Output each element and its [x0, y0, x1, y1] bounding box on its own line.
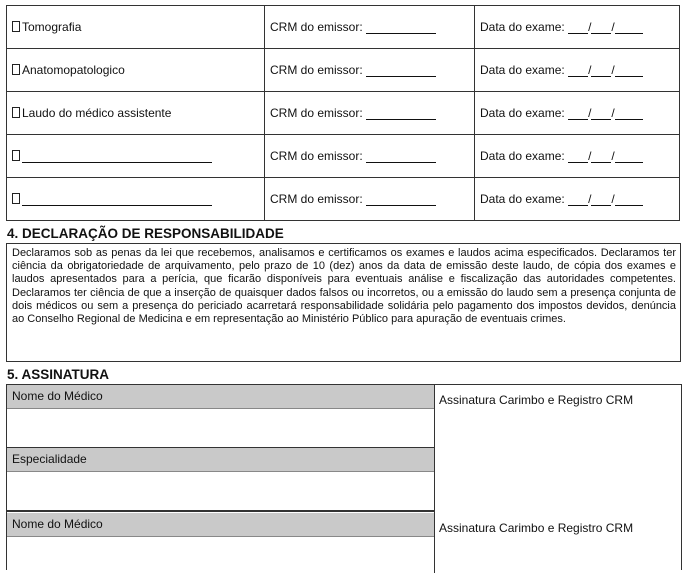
- signature-block: [7, 513, 681, 573]
- crm-field[interactable]: [366, 21, 436, 34]
- date-day-field[interactable]: [568, 107, 588, 120]
- exam-name-cell[interactable]: [7, 6, 265, 49]
- exam-name-cell[interactable]: [7, 92, 265, 135]
- exam-name-cell[interactable]: [7, 135, 265, 178]
- checkbox-icon[interactable]: [12, 193, 20, 204]
- date-cell[interactable]: Data do exame: / /: [475, 49, 680, 92]
- signature-stamp-cell[interactable]: [434, 513, 680, 573]
- signature-stamp-cell[interactable]: [434, 385, 680, 513]
- exam-name-cell[interactable]: [7, 49, 265, 92]
- crm-label: CRM do emissor:: [270, 192, 363, 206]
- exam-name-cell[interactable]: [7, 178, 265, 221]
- date-label: Data do exame:: [480, 63, 565, 77]
- table-row: [7, 178, 680, 221]
- exam-name: Tomografia: [22, 20, 82, 34]
- exam-name-field[interactable]: [22, 193, 212, 206]
- date-month-field[interactable]: [591, 150, 611, 163]
- crm-label: CRM do emissor:: [270, 63, 363, 77]
- date-year-field[interactable]: [615, 64, 643, 77]
- date-label: Data do exame:: [480, 149, 565, 163]
- doctor-name-field[interactable]: [7, 537, 434, 575]
- date-label: Data do exame:: [480, 20, 565, 34]
- exam-name: Laudo do médico assistente: [22, 106, 172, 120]
- date-cell[interactable]: Data do exame: / /: [475, 178, 680, 221]
- crm-cell[interactable]: [265, 49, 475, 92]
- table-row: [7, 135, 680, 178]
- date-label: Data do exame:: [480, 192, 565, 206]
- date-day-field[interactable]: [568, 64, 588, 77]
- crm-field[interactable]: [366, 64, 436, 77]
- signature-stamp-label: Assinatura Carimbo e Registro CRM: [439, 393, 634, 407]
- crm-field[interactable]: [366, 150, 436, 163]
- date-cell[interactable]: Data do exame: / /: [475, 92, 680, 135]
- doctor-name-label: Nome do Médico: [7, 385, 434, 409]
- signature-block: [7, 385, 681, 511]
- exam-name-field[interactable]: [22, 150, 212, 163]
- date-cell[interactable]: Data do exame: / /: [475, 135, 680, 178]
- signature-title: 5. ASSINATURA: [7, 367, 110, 382]
- table-row: [7, 92, 680, 135]
- date-label: Data do exame:: [480, 106, 565, 120]
- crm-field[interactable]: [366, 107, 436, 120]
- date-cell[interactable]: Data do exame: / /: [475, 6, 680, 49]
- table-row: [7, 49, 680, 92]
- date-month-field[interactable]: [591, 107, 611, 120]
- crm-label: CRM do emissor:: [270, 20, 363, 34]
- date-year-field[interactable]: [615, 150, 643, 163]
- date-day-field[interactable]: [568, 21, 588, 34]
- crm-cell[interactable]: [265, 92, 475, 135]
- checkbox-icon[interactable]: [12, 21, 20, 32]
- exams-table: [6, 5, 680, 221]
- crm-field[interactable]: [366, 193, 436, 206]
- date-day-field[interactable]: [568, 193, 588, 206]
- declaration-text: Declaramos sob as penas da lei que recebemos, analisamos e certificamos os exames e laudos acima especificados. Declaramos ter ciência da obrigatoriedade de arquivamento, pelo prazo de 10 (dez) anos da data de emissão deste laudo, de cópia dos exames e laudos apresentados para a perícia, que ficarão disponíveis para eventuais análise e fiscalização das autoridades competentes. Declaramos ter ciência de que a inserção de quaisquer dados falsos ou incorretos, ou a emissão do laudo sem a presença conjunta de dois médicos ou sem a presença do periciado acarretará responsabilidade solidária pelo pagamento dos impostos devidos, denúncia ao Conselho Regional de Medicina e em representação ao Ministério Público para apuração de eventuais crimes.: [6, 243, 681, 362]
- date-year-field[interactable]: [615, 107, 643, 120]
- date-month-field[interactable]: [591, 21, 611, 34]
- signature-section: [6, 384, 682, 570]
- doctor-fields: [7, 513, 434, 575]
- crm-label: CRM do emissor:: [270, 149, 363, 163]
- checkbox-icon[interactable]: [12, 64, 20, 75]
- specialty-field[interactable]: [7, 472, 434, 512]
- crm-cell[interactable]: [265, 6, 475, 49]
- crm-cell[interactable]: [265, 178, 475, 221]
- date-day-field[interactable]: [568, 150, 588, 163]
- doctor-name-label: Nome do Médico: [7, 513, 434, 537]
- specialty-label: Especialidade: [7, 448, 434, 472]
- doctor-fields: [7, 385, 434, 512]
- doctor-name-field[interactable]: [7, 409, 434, 448]
- crm-label: CRM do emissor:: [270, 106, 363, 120]
- signature-stamp-label: Assinatura Carimbo e Registro CRM: [439, 521, 634, 535]
- checkbox-icon[interactable]: [12, 150, 20, 161]
- date-year-field[interactable]: [615, 21, 643, 34]
- declaration-title: 4. DECLARAÇÃO DE RESPONSABILIDADE: [7, 226, 284, 241]
- exam-name: Anatomopatologico: [22, 63, 125, 77]
- date-year-field[interactable]: [615, 193, 643, 206]
- crm-cell[interactable]: [265, 135, 475, 178]
- checkbox-icon[interactable]: [12, 107, 20, 118]
- date-month-field[interactable]: [591, 64, 611, 77]
- table-row: [7, 6, 680, 49]
- date-month-field[interactable]: [591, 193, 611, 206]
